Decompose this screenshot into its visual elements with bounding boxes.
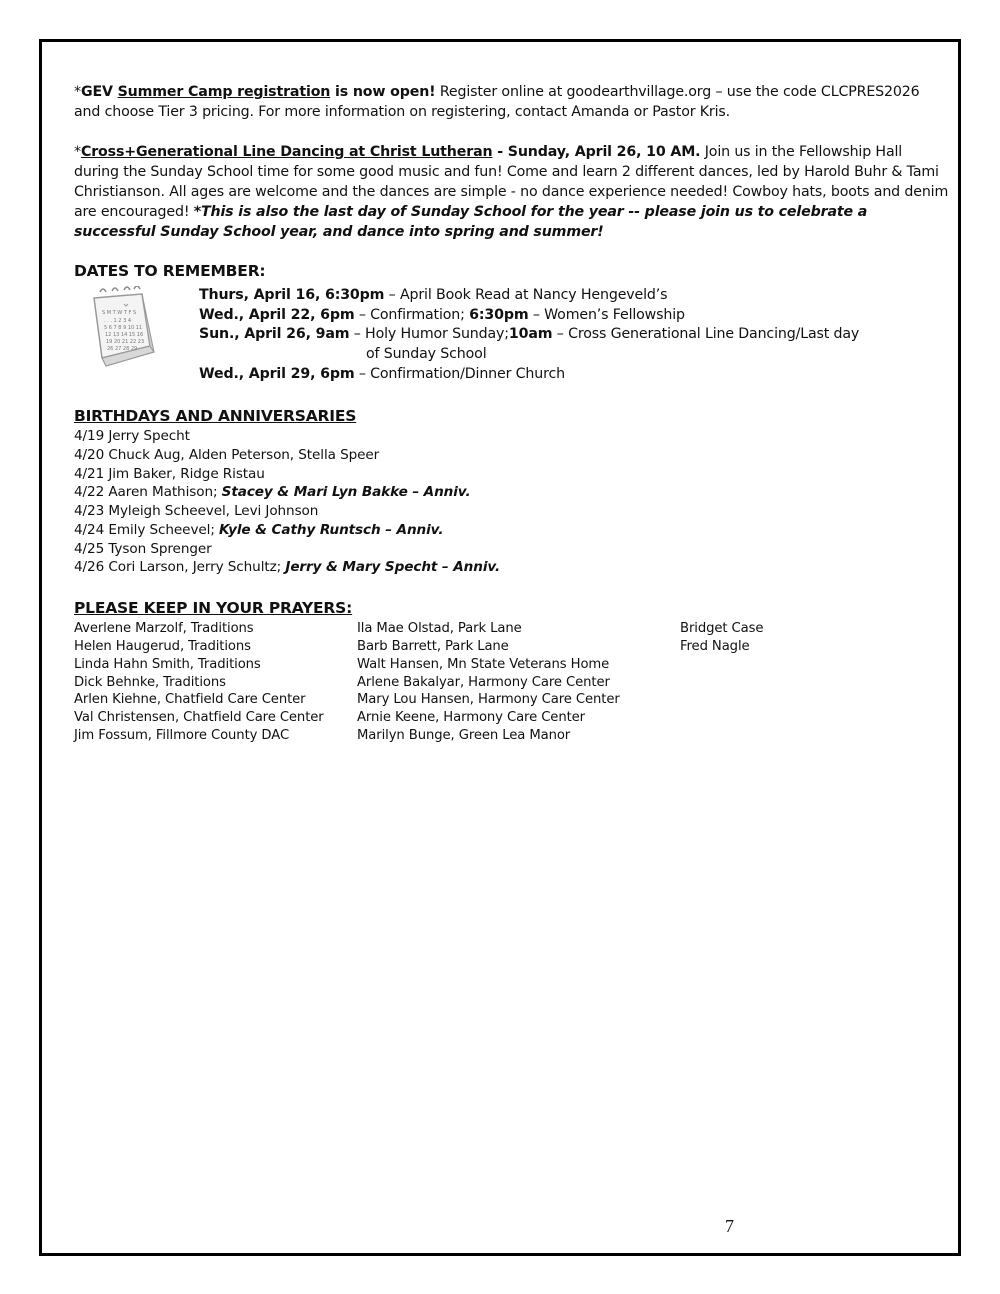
prayer-item: Mary Lou Hansen, Harmony Care Center [357,692,620,708]
prayer-item: Arnie Keene, Harmony Care Center [357,710,585,726]
birthday-item: 4/19 Jerry Specht [74,428,190,444]
birthday-item: 4/20 Chuck Aug, Alden Peterson, Stella Speer [74,446,380,463]
calendar-icon [80,286,170,370]
line-dancing-announcement [74,142,949,242]
prayer-item: Averlene Marzolf, Traditions [74,621,254,636]
birthday-item: 4/21 Jim Baker, Ridge Ristau [74,465,265,482]
prayer-item: Arlene Bakalyar, Harmony Care Center [357,674,610,690]
svg-text:26 27 28 29: 26 27 28 29 [107,346,138,352]
asterisk: * [74,84,81,100]
dates-heading: DATES TO REMEMBER: [74,262,266,280]
anniversary: Stacey & Mari Lyn Bakke – Anniv. [221,484,471,501]
prayer-item: Jim Fossum, Fillmore County DAC [74,728,290,744]
prayer-item: Dick Behnke, Traditions [74,674,226,690]
prayer-item: Fred Nagle [680,638,750,654]
svg-text:. . . 1 2 3 4: . . . 1 2 3 4 [104,318,132,324]
date-item: Wed., April 22, 6pm – Confirmation; 6:30pm – Women’s Fellowship [199,306,685,323]
birthdays-heading: BIRTHDAYS AND ANNIVERSARIES [74,407,357,425]
birthday-item: 4/26 Cori Larson, Jerry Schultz; Jerry & Mary Specht – Anniv. [74,559,501,576]
svg-text:12 13 14 15 16: 12 13 14 15 16 [105,332,144,338]
date-item-continuation: of Sunday School [366,346,487,363]
anniversary: Kyle & Cathy Runtsch – Anniv. [219,521,444,538]
dancing-details: Join us in the Fellowship Hall during the Sunday School time for some good music and fun! Come and learn 2 different dances, led by Harold Buhr & Tami Christianson. All ages are welcome and the dances are simple - no dance experience needed! Cowboy hats, boots and denim are encouraged! [74,144,949,220]
prayer-item: Helen Haugerud, Traditions [74,638,251,654]
birthdays-list [74,427,500,577]
date-item: Thurs, April 16, 6:30pm – April Book Read at Nancy Hengeveld’s [199,287,668,303]
birthday-item: 4/23 Myleigh Scheevel, Levi Johnson [74,503,319,519]
camp-title: Summer Camp registration [117,84,331,100]
dancing-date: - Sunday, April 26, 10 AM. [492,144,701,160]
prayers-column-1 [74,620,324,745]
prayer-item: Arlen Kiehne, Chatfield Care Center [74,692,306,708]
anniversary: Jerry & Mary Specht – Anniv. [285,559,501,576]
prayers-column-2 [357,620,620,745]
prayer-item: Val Christensen, Chatfield Care Center [74,710,324,726]
dancing-note: *This is also the last day of Sunday School for the year -- please join us to celebrate a successful Sunday School year, and dance into spring and summer! [74,204,868,240]
date-item: Sun., April 26, 9am – Holy Humor Sunday;10am – Cross Generational Line Dancing/Last day [199,326,860,343]
camp-lead: GEV [80,84,118,100]
svg-text:19 20 21 22 23: 19 20 21 22 23 [106,339,145,345]
prayers-column-3 [680,620,763,656]
summer-camp-announcement [74,82,949,122]
prayer-item: Barb Barrett, Park Lane [357,638,509,654]
asterisk: * [74,144,81,160]
svg-text:S M T W T F S: S M T W T F S [102,310,137,316]
dancing-title: Cross+Generational Line Dancing at Christ Lutheran [80,144,493,160]
dates-list [199,286,939,385]
date-item: Wed., April 29, 6pm – Confirmation/Dinner Church [199,365,565,382]
page-number: 7 [725,1216,734,1236]
prayer-item: Marilyn Bunge, Green Lea Manor [357,728,571,744]
prayer-item: Ila Mae Olstad, Park Lane [357,621,522,636]
camp-open-text: is now open! [330,84,436,100]
birthday-item: 4/25 Tyson Sprenger [74,540,212,557]
prayer-item: Linda Hahn Smith, Traditions [74,656,261,672]
prayer-item: Walt Hansen, Mn State Veterans Home [357,656,610,672]
prayers-heading: PLEASE KEEP IN YOUR PRAYERS: [74,599,353,617]
camp-details: Register online at goodearthvillage.org – use the code CLCPRES2026 and choose Tier 3 pricing. For more information on registering, contact Amanda or Pastor Kris. [74,84,920,120]
birthday-item: 4/24 Emily Scheevel; Kyle & Cathy Runtsch – Anniv. [74,521,444,538]
prayer-item: Bridget Case [680,621,764,636]
svg-text:5 6 7 8 9 10 11: 5 6 7 8 9 10 11 [104,325,143,331]
birthday-item: 4/22 Aaren Mathison; Stacey & Mari Lyn Bakke – Anniv. [74,484,471,501]
